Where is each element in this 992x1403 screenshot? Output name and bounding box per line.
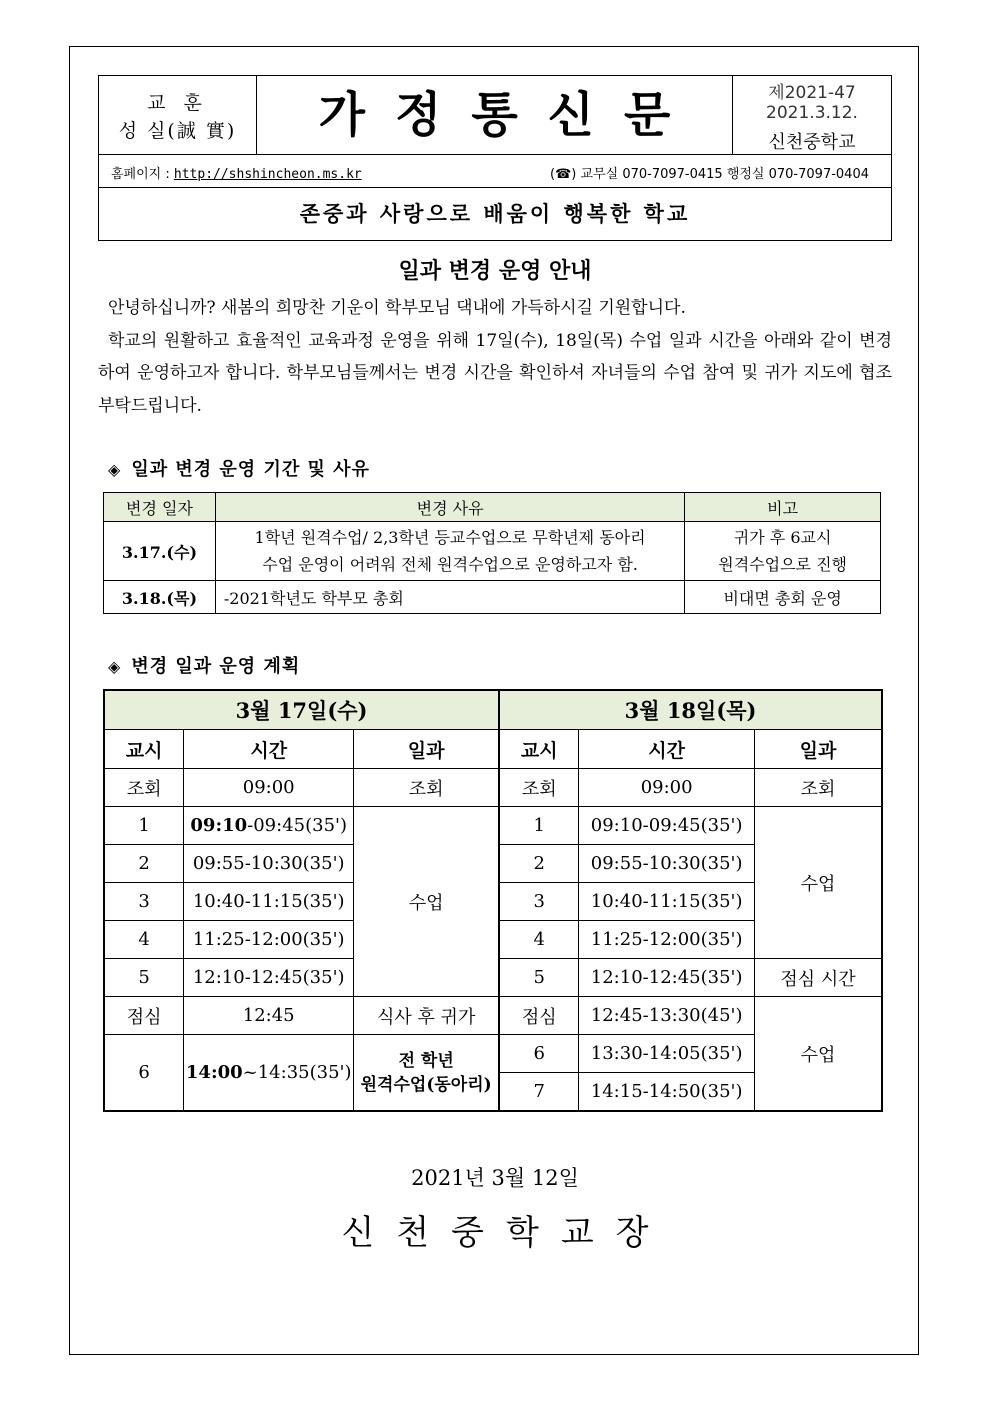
reason-line: 1학년 원격수업/ 2,3학년 등교수업으로 무학년제 동아리 bbox=[254, 528, 646, 547]
time-cell: 09:00 bbox=[184, 769, 354, 807]
issue-date: 2021년 3월 12일 bbox=[411, 1166, 579, 1190]
time-bold: 09:10 bbox=[190, 815, 248, 836]
diamond-bullet-icon: ◈ bbox=[108, 657, 122, 676]
document-number: 제2021-47 bbox=[768, 83, 856, 103]
motto-text: 성 실(誠 實) bbox=[118, 120, 237, 142]
section-heading-text: 변경 일과 운영 계획 bbox=[131, 656, 301, 677]
time-cell: 12:45 bbox=[184, 997, 354, 1035]
time-header: 시간 bbox=[184, 730, 354, 769]
period-header: 교시 bbox=[104, 730, 184, 769]
homepage-label: 홈페이지 : bbox=[111, 167, 174, 182]
schedule-cell: 식사 후 귀가 bbox=[354, 997, 499, 1035]
notice-body bbox=[98, 292, 892, 422]
document-date: 2021.3.12. bbox=[766, 103, 858, 123]
notice-paragraph: 학교의 원활하고 효율적인 교육과정 운영을 위해 17일(수), 18일(목) 수업 일과 시간을 아래와 같이 변경하여 운영하고자 합니다. 학부모님들께서는 변경 시간을 확인하셔 자녀들의 수업 참여 및 귀가 지도에 협조 부탁드립니다. bbox=[98, 330, 892, 416]
header-cell: 비고 bbox=[685, 493, 881, 522]
period-cell: 조회 bbox=[104, 769, 184, 807]
greeting-paragraph: 안녕하십니까? 새봄의 희망찬 기운이 학부모님 댁내에 가득하시길 기원합니다. bbox=[108, 298, 686, 318]
change-date: 3.17.(수) bbox=[104, 522, 216, 581]
time-cell: 09:55-10:30(35') bbox=[184, 845, 354, 883]
period-cell: 1 bbox=[104, 807, 184, 845]
time-cell: 10:40-11:15(35') bbox=[184, 883, 354, 921]
contact-bar bbox=[99, 154, 891, 188]
section-heading-text: 일과 변경 운영 기간 및 사유 bbox=[131, 459, 370, 480]
table-row bbox=[104, 522, 881, 581]
newsletter-title: 가정통신문 bbox=[257, 76, 733, 154]
schedule-cell: 수업 bbox=[354, 807, 499, 997]
header-cell: 변경 일자 bbox=[104, 493, 216, 522]
period-cell: 점심 bbox=[499, 997, 579, 1035]
time-cell: 09:10-09:45(35') bbox=[579, 807, 755, 845]
day-header-row bbox=[104, 690, 882, 730]
schedule-line: 전 학년 bbox=[398, 1050, 454, 1071]
period-cell: 2 bbox=[104, 845, 184, 883]
period-cell: 6 bbox=[499, 1035, 579, 1073]
period-cell: 조회 bbox=[499, 769, 579, 807]
period-cell: 3 bbox=[104, 883, 184, 921]
schedule-cell: 수업 bbox=[754, 997, 882, 1112]
phone-numbers: (☎) 교무실 070-7097-0415 행정실 070-7097-0404 bbox=[550, 167, 869, 182]
change-date: 3.18.(목) bbox=[104, 581, 216, 614]
newsletter-header bbox=[98, 75, 892, 241]
time-cell: 12:45-13:30(45') bbox=[579, 997, 755, 1035]
table-row bbox=[104, 807, 882, 845]
school-name: 신천중학교 bbox=[768, 132, 856, 153]
schedule-cell: 조회 bbox=[754, 769, 882, 807]
school-motto bbox=[99, 76, 257, 154]
header-cell: 변경 사유 bbox=[215, 493, 684, 522]
section-heading-reason bbox=[108, 455, 370, 481]
time-cell: 10:40-11:15(35') bbox=[579, 883, 755, 921]
period-cell: 점심 bbox=[104, 997, 184, 1035]
table-row bbox=[104, 581, 881, 614]
schedule-cell: 조회 bbox=[354, 769, 499, 807]
schedule-table bbox=[103, 689, 883, 1112]
period-cell: 5 bbox=[104, 959, 184, 997]
homepage-link[interactable]: http://shshincheon.ms.kr bbox=[173, 167, 362, 182]
section-heading-plan bbox=[108, 652, 300, 678]
time-cell: 09:00 bbox=[579, 769, 755, 807]
schedule-cell: 수업 bbox=[754, 807, 882, 959]
period-cell: 5 bbox=[499, 959, 579, 997]
schedule-header: 일과 bbox=[354, 730, 499, 769]
time-header: 시간 bbox=[579, 730, 755, 769]
time-cell: 14:15-14:50(35') bbox=[579, 1073, 755, 1112]
time-cell: 13:30-14:05(35') bbox=[579, 1035, 755, 1073]
period-header: 교시 bbox=[499, 730, 579, 769]
diamond-bullet-icon: ◈ bbox=[108, 460, 122, 479]
document-info bbox=[733, 76, 891, 154]
school-slogan: 존중과 사랑으로 배움이 행복한 학교 bbox=[299, 202, 691, 226]
schedule-line: 원격수업(동아리) bbox=[360, 1074, 492, 1095]
note-line: 귀가 후 6교시 bbox=[733, 528, 832, 547]
time-cell bbox=[184, 807, 354, 845]
homepage bbox=[111, 163, 362, 182]
time-cell: 11:25-12:00(35') bbox=[184, 921, 354, 959]
time-cell: 12:10-12:45(35') bbox=[579, 959, 755, 997]
change-reason: -2021학년도 학부모 총회 bbox=[215, 581, 684, 614]
schedule-cell: 점심 시간 bbox=[754, 959, 882, 997]
time-cell bbox=[184, 1035, 354, 1112]
schedule-cell bbox=[354, 1035, 499, 1112]
change-reason bbox=[215, 522, 684, 581]
table-row bbox=[104, 997, 882, 1035]
change-note: 비대면 총회 운영 bbox=[685, 581, 881, 614]
period-cell: 2 bbox=[499, 845, 579, 883]
table-row bbox=[104, 769, 882, 807]
table-header-row bbox=[104, 493, 881, 522]
principal-signature: 신천중학교장 bbox=[341, 1213, 671, 1253]
time-cell: 09:55-10:30(35') bbox=[579, 845, 755, 883]
reason-line: 수업 운영이 어려워 전체 원격수업으로 운영하고자 함. bbox=[262, 555, 638, 574]
period-cell: 4 bbox=[499, 921, 579, 959]
schedule-header: 일과 bbox=[754, 730, 882, 769]
change-reason-table bbox=[103, 492, 881, 614]
note-line: 원격수업으로 진행 bbox=[718, 555, 847, 574]
time-cell: 12:10-12:45(35') bbox=[184, 959, 354, 997]
time-cell: 11:25-12:00(35') bbox=[579, 921, 755, 959]
time-rest: -09:45(35') bbox=[247, 815, 347, 836]
time-rest: ~14:35(35') bbox=[242, 1062, 352, 1083]
change-note bbox=[685, 522, 881, 581]
motto-label: 교 훈 bbox=[147, 92, 208, 114]
period-cell: 7 bbox=[499, 1073, 579, 1112]
period-cell: 4 bbox=[104, 921, 184, 959]
day1-header: 3월 17일(수) bbox=[104, 690, 499, 730]
time-bold: 14:00 bbox=[185, 1062, 243, 1083]
period-cell: 6 bbox=[104, 1035, 184, 1112]
period-cell: 1 bbox=[499, 807, 579, 845]
period-cell: 3 bbox=[499, 883, 579, 921]
day2-header: 3월 18일(목) bbox=[499, 690, 882, 730]
column-header-row bbox=[104, 730, 882, 769]
notice-title: 일과 변경 운영 안내 bbox=[398, 259, 592, 284]
